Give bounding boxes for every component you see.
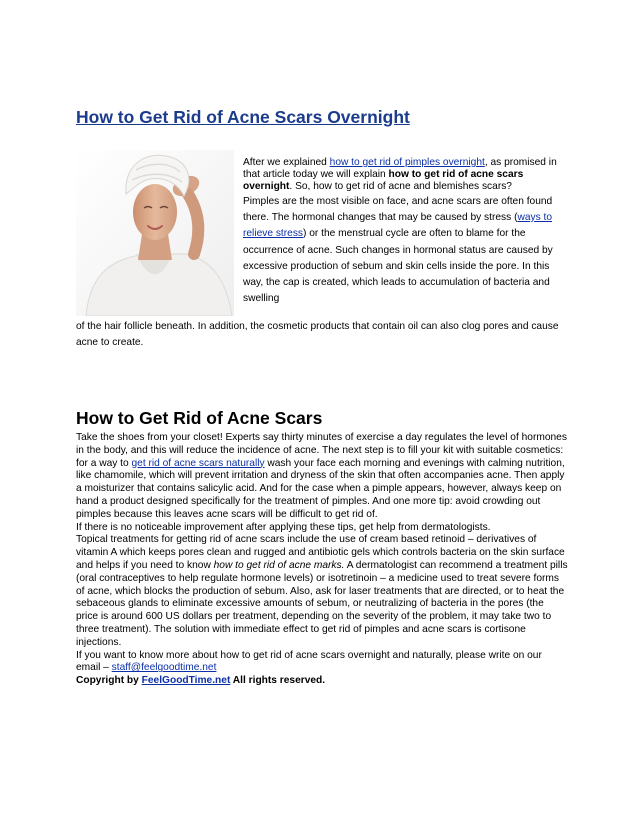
section-title: How to Get Rid of Acne Scars: [76, 408, 323, 428]
body-text: Take the shoes from your closet! Experts say thirty minutes of exercise a day regulates the level of hormones in the body, and this will reduce the incidence of acne. The next step is to fill your kit with suitable cosmetics: for a way to: [76, 432, 567, 469]
body-paragraph-2: If there is no noticeable improvement after applying these tips, get help from dermatologists.: [76, 521, 491, 533]
body-text: wash your face each morning and evenings with calming nutrition, like chamomile, which will prevent irritation and dryness of the skin that often accompanies acne. Then apply a moisturizer that contains salicylic acid. And for the case when a pimple appears, however, always keep on hand a product designed specifically for the treatment of pimples. And one more tip: avoid crowding out pimples because this leaves acne scars will be difficult to get rid of.: [76, 457, 565, 520]
body-text: A dermatologist can recommend a treatment pills (oral contraceptives to help regulate hormone levels) or isotretinoin – a medicine used to treat severe forms of acne, which blocks the production of sebum. Also, ask for laser treatments that are directed, or to heat the sebaceous glands to eliminate excessive amounts of sebum, or neutralizing of bacteria in the pores (the price is around 600 US dollars per treatment, depending on the severity of the problem, it may take two to three treatment). The solution with immediate effect to get rid of pimples and acne scars is cortisone injections.: [76, 559, 568, 648]
intro-text-bottom: of the hair follicle beneath. In addition, the cosmetic products that contain oil can also clog pores and cause acne to create.: [76, 321, 559, 349]
section-body: [76, 432, 568, 688]
body-paragraph-3: [76, 534, 568, 649]
intro-text: After we explained: [243, 157, 330, 168]
intro-text: . So, how to get rid of acne and blemishes scars?: [289, 181, 512, 193]
relieve-stress-link[interactable]: ways to relieve stress: [243, 211, 553, 240]
intro-text: , as promised in that article today we will explain: [243, 157, 557, 181]
woman-in-towel-photo: [76, 150, 234, 316]
copyright-line: [76, 675, 568, 688]
intro-paragraph-1: [243, 157, 563, 194]
body-paragraph-4: [76, 650, 568, 676]
intro-text-right: [243, 157, 563, 308]
acne-scars-naturally-link[interactable]: get rid of acne scars naturally: [131, 457, 265, 469]
copyright-text: Copyright by: [76, 675, 142, 687]
intro-bold-phrase: how to get rid of acne scars overnight: [243, 169, 524, 193]
feelgoodtime-link[interactable]: FeelGoodTime.net: [141, 675, 231, 687]
intro-paragraph-2: [243, 194, 563, 308]
body-paragraph-1: [76, 432, 568, 522]
page-title: How to Get Rid of Acne Scars Overnight: [76, 107, 410, 127]
woman-photo-illustration: [76, 150, 234, 316]
body-italic-phrase: how to get rid of acne marks.: [213, 559, 345, 571]
intro-text: Pimples are the most visible on face, and acne scars are often found there. The hormonal changes that may be caused by stress (: [243, 195, 553, 223]
email-link[interactable]: staff@feelgoodtime.net: [111, 662, 217, 674]
intro-text: ) or the menstrual cycle are often to blame for the occurrence of acne. Such changes in hormonal status are caused by excessive production of sebum and skin cells inside the pore. In this way, the cap is created, which leads to accumulation of bacteria and swelling: [243, 228, 553, 305]
body-text: Topical treatments for getting rid of acne scars include the use of cream based retinoid – derivatives of vitamin A which keeps pores clean and rugged and antibiotic gels which controls bacteria on the skin surface and helps if you need to know: [76, 534, 565, 571]
body-text: If you want to know more about how to get rid of acne scars overnight and naturally, please write on our email –: [76, 649, 542, 674]
pimples-overnight-link[interactable]: how to get rid of pimples overnight: [329, 157, 485, 168]
copyright-text: All rights reserved.: [230, 675, 326, 687]
